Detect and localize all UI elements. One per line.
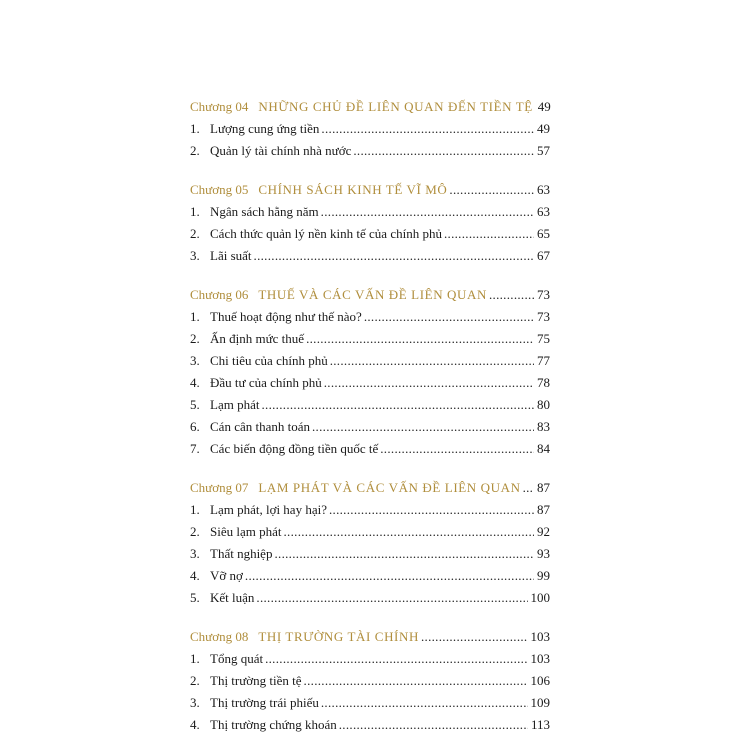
- toc-entry: [190, 565, 550, 587]
- entry-number: 2.: [190, 331, 200, 346]
- page-number: 99: [537, 568, 550, 583]
- toc-entry: [190, 118, 550, 140]
- page-number: 57: [537, 143, 550, 158]
- entry-title: Vỡ nợ: [210, 568, 243, 583]
- entry-title: Kết luận: [210, 590, 255, 605]
- page-number: 73: [537, 287, 550, 302]
- entry-number: 1.: [190, 309, 200, 324]
- entry-title: Thuế hoạt động như thế nào?: [210, 309, 362, 324]
- entry-title: Ấn định mức thuế: [210, 331, 305, 346]
- entry-title: Ngân sách hằng năm: [210, 204, 319, 219]
- page-number: 93: [537, 546, 550, 561]
- toc-entry: [190, 350, 550, 372]
- dot-leader: [489, 284, 534, 306]
- page-number: 78: [537, 375, 550, 390]
- dot-leader: [284, 521, 535, 543]
- chapter-title: THUẾ VÀ CÁC VẤN ĐỀ LIÊN QUAN: [258, 287, 487, 302]
- dot-leader: [274, 543, 534, 565]
- chapter-label: Chương 04: [190, 99, 249, 114]
- page-number: 77: [537, 353, 550, 368]
- entry-number: 1.: [190, 121, 200, 136]
- page-number: 84: [537, 441, 550, 456]
- toc-entry: [190, 394, 550, 416]
- entry-number: 3.: [190, 695, 200, 710]
- page-number: 92: [537, 524, 550, 539]
- entry-title: Cách thức quản lý nền kinh tế của chính phủ: [210, 226, 442, 241]
- dot-leader: [364, 306, 534, 328]
- dot-leader: [304, 670, 528, 692]
- chapter-heading: [190, 477, 550, 499]
- chapter-label: Chương 08: [190, 629, 249, 644]
- entry-title: Chi tiêu của chính phủ: [210, 353, 328, 368]
- entry-title: Các biến động đồng tiền quốc tế: [210, 441, 379, 456]
- page-number: 65: [537, 226, 550, 241]
- dot-leader: [312, 416, 534, 438]
- toc-entry: [190, 670, 550, 692]
- table-of-contents: [190, 96, 550, 753]
- dot-leader: [306, 328, 534, 350]
- chapter-section: [190, 477, 550, 609]
- toc-entry: [190, 692, 550, 714]
- dot-leader: [421, 626, 528, 648]
- dot-leader: [321, 692, 528, 714]
- entry-number: 4.: [190, 375, 200, 390]
- page-number: 106: [530, 673, 550, 688]
- toc-entry: [190, 306, 550, 328]
- chapter-label: Chương 07: [190, 480, 249, 495]
- toc-entry: [190, 521, 550, 543]
- entry-title: Quản lý tài chính nhà nước: [210, 143, 352, 158]
- chapter-title: NHỮNG CHỦ ĐỀ LIÊN QUAN ĐẾN TIỀN TỆ: [258, 99, 533, 114]
- toc-entry: [190, 499, 550, 521]
- entry-title: Thị trường tiền tệ: [210, 673, 302, 688]
- entry-number: 3.: [190, 248, 200, 263]
- entry-number: 3.: [190, 546, 200, 561]
- entry-number: 1.: [190, 502, 200, 517]
- entry-title: Lãi suất: [210, 248, 252, 263]
- page-number: 67: [537, 248, 550, 263]
- dot-leader: [256, 587, 527, 609]
- toc-entry: [190, 223, 550, 245]
- dot-leader: [353, 140, 534, 162]
- page-number: 49: [537, 99, 551, 114]
- entry-number: 2.: [190, 226, 200, 241]
- page-number: 103: [530, 629, 550, 644]
- entry-title: Thị trường chứng khoán: [210, 717, 337, 732]
- toc-entry: [190, 438, 550, 460]
- entry-number: 1.: [190, 651, 200, 666]
- entry-number: 1.: [190, 204, 200, 219]
- entry-title: Tổng quát: [210, 651, 264, 666]
- dot-leader: [321, 201, 534, 223]
- dot-leader: [245, 565, 534, 587]
- toc-entry: [190, 714, 550, 736]
- page-number: 113: [530, 717, 550, 732]
- dot-leader: [261, 394, 534, 416]
- page-number: 83: [537, 419, 550, 434]
- entry-number: 5.: [190, 590, 200, 605]
- chapter-label: Chương 05: [190, 182, 249, 197]
- toc-entry: [190, 543, 550, 565]
- entry-number: 7.: [190, 441, 200, 456]
- toc-entry: [190, 372, 550, 394]
- entry-number: 6.: [190, 419, 200, 434]
- dot-leader: [254, 245, 534, 267]
- chapter-title: THỊ TRƯỜNG TÀI CHÍNH: [258, 629, 419, 644]
- entry-title: Thị trường trái phiếu: [210, 695, 319, 710]
- page-number: 63: [537, 204, 550, 219]
- dot-leader: [321, 118, 534, 140]
- chapter-section: [190, 284, 550, 460]
- dot-leader: [265, 648, 527, 670]
- chapter-heading: [190, 284, 550, 306]
- entry-number: 2.: [190, 143, 200, 158]
- page-number: 49: [537, 121, 550, 136]
- entry-title: Lạm phát, lợi hay hại?: [210, 502, 327, 517]
- toc-entry: [190, 140, 550, 162]
- entry-number: 5.: [190, 397, 200, 412]
- entry-title: Thất nghiệp: [210, 546, 273, 561]
- dot-leader: [329, 499, 534, 521]
- page-number: 100: [530, 590, 550, 605]
- chapter-title: CHÍNH SÁCH KINH TẾ VĨ MÔ: [258, 182, 448, 197]
- entry-title: Lạm phát: [210, 397, 260, 412]
- page-number: 103: [530, 651, 550, 666]
- toc-entry: [190, 416, 550, 438]
- chapter-section: [190, 626, 550, 736]
- entry-title: Cán cân thanh toán: [210, 419, 310, 434]
- entry-title: Siêu lạm phát: [210, 524, 282, 539]
- page-number: 87: [537, 502, 550, 517]
- entry-title: Đầu tư của chính phủ: [210, 375, 322, 390]
- toc-entry: [190, 201, 550, 223]
- dot-leader: [444, 223, 534, 245]
- chapter-title: LẠM PHÁT VÀ CÁC VẤN ĐỀ LIÊN QUAN: [258, 480, 521, 495]
- page-number: 87: [537, 480, 550, 495]
- chapter-section: [190, 96, 550, 162]
- entry-number: 3.: [190, 353, 200, 368]
- chapter-heading: [190, 96, 550, 118]
- entry-title: Lượng cung ứng tiền: [210, 121, 320, 136]
- dot-leader: [523, 477, 534, 499]
- chapter-heading: [190, 626, 550, 648]
- dot-leader: [339, 714, 528, 736]
- page-number: 75: [537, 331, 550, 346]
- dot-leader: [330, 350, 534, 372]
- dot-leader: [324, 372, 534, 394]
- chapter-label: Chương 06: [190, 287, 249, 302]
- dot-leader: [449, 179, 534, 201]
- toc-entry: [190, 328, 550, 350]
- page-number: 109: [530, 695, 550, 710]
- toc-entry: [190, 648, 550, 670]
- chapter-heading: [190, 179, 550, 201]
- page-number: 80: [537, 397, 550, 412]
- entry-number: 2.: [190, 524, 200, 539]
- chapter-section: [190, 179, 550, 267]
- entry-number: 4.: [190, 717, 200, 732]
- page-number: 63: [537, 182, 550, 197]
- page-number: 73: [537, 309, 550, 324]
- entry-number: 2.: [190, 673, 200, 688]
- toc-entry: [190, 245, 550, 267]
- toc-entry: [190, 587, 550, 609]
- entry-number: 4.: [190, 568, 200, 583]
- dot-leader: [380, 438, 534, 460]
